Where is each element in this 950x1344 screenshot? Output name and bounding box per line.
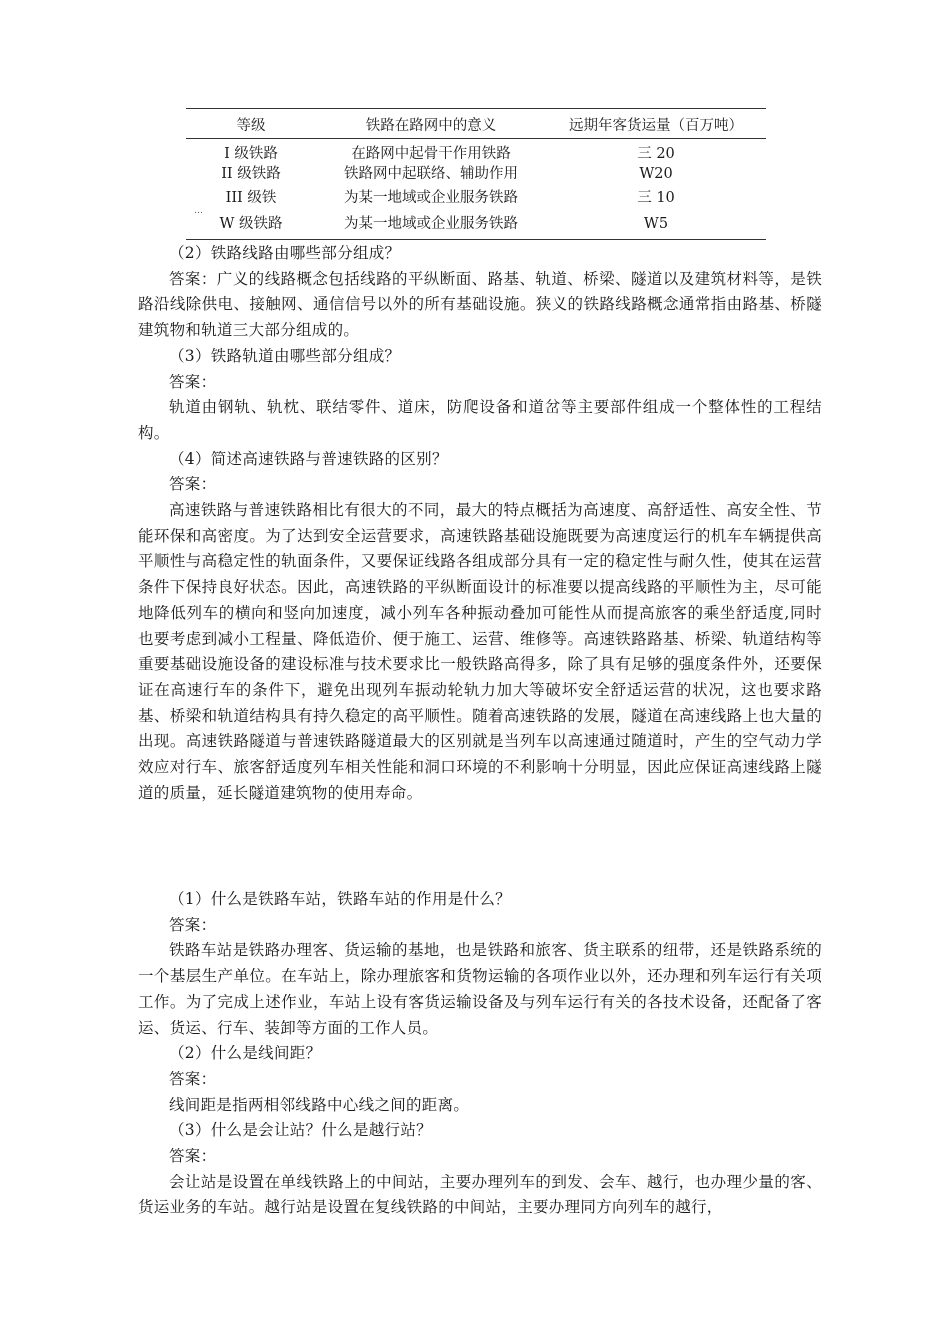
table-bottom-rule xyxy=(186,239,766,240)
answer-1: 铁路车站是铁路办理客、货运输的基地，也是铁路和旅客、货主联系的纽带，还是铁路系统的一个基层生产单位。在车站上，除办理旅客和货物运输的各项作业以外，还办理和列车运行有关项工作。为了完成上述作业，车站上设有客货运输设备及与列车运行有关的各技术设备，还配备了客运、货运、行车、装卸等方面的工作人员。 xyxy=(138,941,822,1037)
table-cell-grade: II 级铁路 xyxy=(221,166,281,182)
question-3: （3）什么是会让站？什么是越行站？ xyxy=(169,1121,432,1140)
table-cell-volume: W5 xyxy=(643,216,669,232)
table-cell-significance: 为某一地域或企业服务铁路 xyxy=(344,190,518,206)
table-header-rule xyxy=(186,138,766,139)
answer-3: 会让站是设置在单线铁路上的中间站，主要办理列车的到发、会车、越行，也办理少量的客、货运业务的车站。越行站是设置在复线铁路的中间站，主要办理同方向列车的越行， xyxy=(138,1172,822,1217)
table-cell-volume: 三 20 xyxy=(637,146,675,162)
table-cell-significance: 在路网中起骨干作用铁路 xyxy=(351,146,511,162)
answer-label: 答案： xyxy=(169,1069,217,1088)
answer-2: 答案：广义的线路概念包括线路的平纵断面、路基、轨道、桥梁、隧道以及建筑材料等，是铁路沿线除供电、接触网、通信信号以外的所有基础设施。狭义的铁路线路概念通常指由路基、桥隧建筑物和轨道三大部分组成的。 xyxy=(138,269,822,340)
answer-4: 高速铁路与普速铁路相比有很大的不同，最大的特点概括为高速度、高舒适性、高安全性、节能环保和高密度。为了达到安全运营要求，高速铁路基础设施既要为高速度运行的机车车辆提供高平顺性与高稳定性的轨面条件，又要保证线路各组成部分具有一定的稳定性与耐久性，使其在运营条件下保持良好状态。因此，高速铁路的平纵断面设计的标准要以提高线路的平顺性为主，尽可能地降低列车的横向和竖向加速度，减小列车各种振动叠加可能性从而提高旅客的乘坐舒适度,同时也要考虑到减小工程量、降低造价、便于施工、运营、维修等。高速铁路路基、桥梁、轨道结构等重要基础设施设备的建设标准与技术要求比一般铁路高得多，除了具有足够的强度条件外，还要保证在高速行车的条件下，避免出现列车振动轮轨力加大等破坏安全舒适运营的状况，这也要求路基、桥梁和轨道结构具有持久稳定的高平顺性。随着高速铁路的发展，隧道在高速线路上也大量的出现。高速铁路隧道与普速铁路隧道最大的区别就是当列车以高速通过随道时，产生的空气动力学效应对行车、旅客舒适度列车相关性能和洞口环境的不利影响十分明显，因此应保证高速线路上隧道的质量，延长隧道建筑物的使用寿命。 xyxy=(138,501,822,802)
question-2: （2）铁路线路由哪些部分组成？ xyxy=(169,244,401,262)
question-2: （2）什么是线间距？ xyxy=(169,1044,322,1063)
table-cell-grade: III 级铁 xyxy=(225,190,277,206)
table-header-significance: 铁路在路网中的意义 xyxy=(365,118,497,134)
table-cell-volume: 三 10 xyxy=(637,190,675,206)
section-stations xyxy=(138,887,822,1221)
table-cell-significance: 为某一地域或企业服务铁路 xyxy=(344,216,518,232)
margin-mark: … xyxy=(194,206,203,216)
table-cell-volume: W20 xyxy=(639,166,673,182)
question-4: （4）简述高速铁路与普速铁路的区别？ xyxy=(169,449,448,468)
table-header-volume: 远期年客货运量（百万吨） xyxy=(569,118,743,134)
answer-label: 答案： xyxy=(169,1147,217,1166)
question-1: （1）什么是铁路车站，铁路车站的作用是什么？ xyxy=(169,890,511,908)
answer-label: 答案： xyxy=(169,475,217,494)
table-cell-significance: 铁路网中起联络、辅助作用 xyxy=(344,166,518,182)
answer-label: 答案： xyxy=(169,372,217,391)
answer-label: 答案： xyxy=(169,915,217,934)
table-header-grade: 等级 xyxy=(236,118,266,134)
table-cell-grade: I 级铁路 xyxy=(224,146,278,162)
table-cell-grade: W 级铁路 xyxy=(219,216,283,232)
question-3: （3）铁路轨道由哪些部分组成？ xyxy=(169,346,401,365)
table-top-rule xyxy=(186,108,766,109)
answer-2: 线间距是指两相邻线路中心线之间的距离。 xyxy=(169,1095,470,1114)
answer-3: 轨道由钢轨、轨枕、联结零件、道床，防爬设备和道岔等主要部件组成一个整体性的工程结构。 xyxy=(138,398,822,442)
section-line-track xyxy=(138,241,822,806)
